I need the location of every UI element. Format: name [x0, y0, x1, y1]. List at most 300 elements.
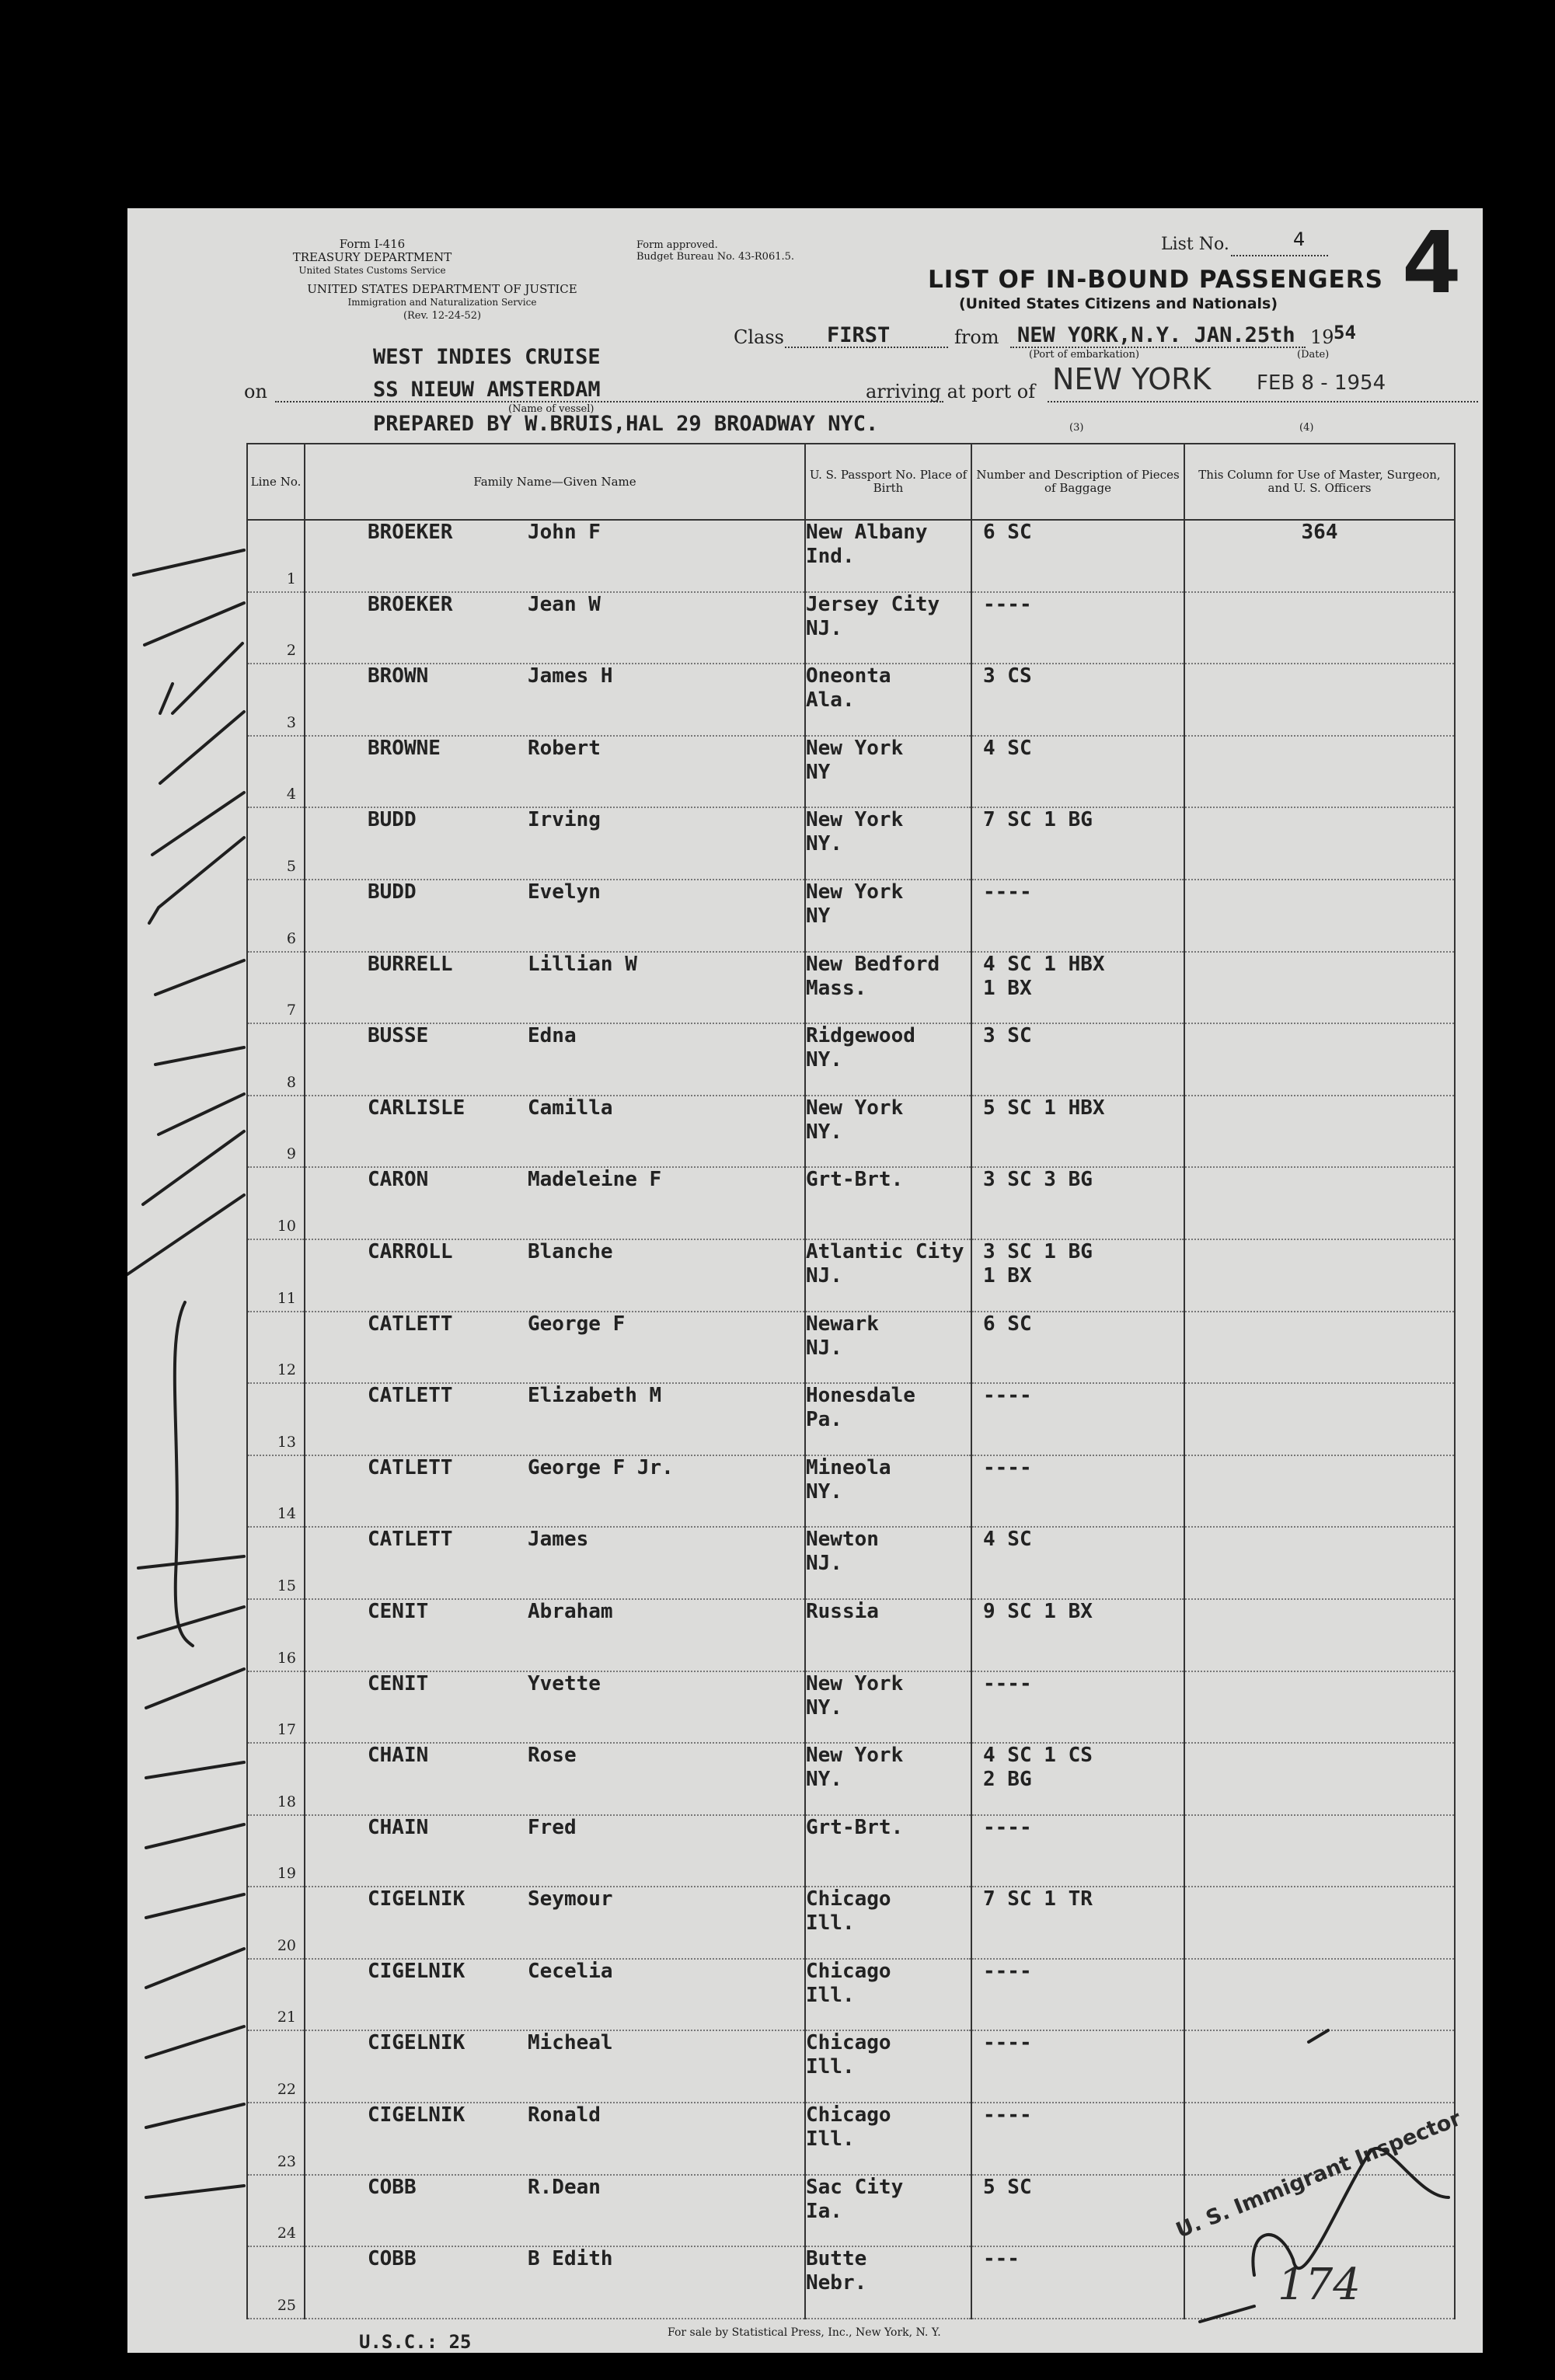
birth-place: New York: [806, 1671, 904, 1695]
family-name: BROEKER: [368, 521, 453, 544]
approval-block: [636, 239, 794, 263]
official-use-cell: [1184, 1096, 1455, 1168]
passenger-name-cell: [305, 1455, 805, 1528]
baggage-line-1: ----: [983, 1671, 1032, 1695]
ins-service: Immigration and Naturalization Service: [347, 297, 537, 308]
baggage-line-1: ---: [983, 2247, 1020, 2271]
family-name: CATLETT: [368, 1528, 453, 1552]
line-number: 4: [247, 736, 305, 808]
passenger-name-cell: [305, 1743, 805, 1815]
line-number: 14: [247, 1455, 305, 1528]
table-row: [247, 807, 1455, 880]
line-number: 24: [247, 2175, 305, 2247]
birth-place: New York: [806, 808, 904, 832]
official-use-cell: [1184, 952, 1455, 1024]
baggage-line-1: 7 SC 1 TR: [983, 1887, 1093, 1911]
birth-place: Ridgewood: [806, 1024, 915, 1048]
given-name: Yvette: [528, 1671, 601, 1695]
line-number: 18: [247, 1743, 305, 1815]
baggage-line-1: 4 SC 1 HBX: [983, 952, 1105, 976]
place-of-birth-cell: [805, 1599, 971, 1671]
birth-place: Oneonta: [806, 664, 891, 688]
list-no-label: List No.: [1161, 235, 1229, 254]
place-of-birth-cell: [805, 2246, 971, 2319]
family-name: BUSSE: [368, 1024, 429, 1048]
given-name: Edna: [528, 1024, 577, 1048]
birth-state: Ind.: [806, 545, 855, 568]
baggage-line-1: ----: [983, 2103, 1032, 2127]
birth-place: Butte: [806, 2247, 867, 2271]
birth-state: NY: [806, 760, 831, 784]
on-label: on: [244, 381, 267, 402]
birth-place: Newark: [806, 1312, 879, 1336]
place-of-birth-cell: [805, 952, 971, 1024]
family-name: CENIT: [368, 1599, 429, 1623]
official-use-cell: [1184, 880, 1455, 952]
birth-state: NY.: [806, 1120, 842, 1144]
baggage-line-1: ----: [983, 880, 1032, 904]
baggage-cell: [971, 520, 1184, 592]
baggage-line-2: 1 BX: [983, 1263, 1032, 1288]
table-row: [247, 736, 1455, 808]
col4-caption: (4): [1299, 422, 1314, 434]
place-of-birth-cell: [805, 1239, 971, 1312]
line-number: 25: [247, 2246, 305, 2319]
official-use-cell: [1184, 1312, 1455, 1384]
table-row: [247, 2030, 1455, 2103]
baggage-line-1: 6 SC: [983, 521, 1032, 544]
baggage-cell: [971, 1527, 1184, 1599]
birth-place: New York: [806, 736, 904, 760]
official-use-cell: [1184, 1383, 1455, 1455]
vessel-name: SS NIEUW AMSTERDAM: [373, 378, 601, 402]
family-name: CATLETT: [368, 1312, 453, 1336]
table-row: [247, 1959, 1455, 2031]
given-name: Cecelia: [528, 1959, 613, 1983]
table-row: [247, 1239, 1455, 1312]
revision-date: (Rev. 12-24-52): [403, 310, 482, 322]
line-number: 13: [247, 1383, 305, 1455]
table-row: [247, 1599, 1455, 1671]
arrival-date-stamp: FEB 8 - 1954: [1257, 371, 1386, 395]
family-name: CIGELNIK: [368, 1959, 465, 1983]
official-use-cell: [1184, 1599, 1455, 1671]
birth-place: Grt-Brt.: [806, 1168, 904, 1192]
birth-place: Newton: [806, 1528, 879, 1552]
line-number: 17: [247, 1671, 305, 1744]
line-number: 7: [247, 952, 305, 1024]
table-row: [247, 1455, 1455, 1528]
line-number: 11: [247, 1239, 305, 1312]
baggage-line-1: 3 SC: [983, 1024, 1032, 1048]
given-name: Lillian W: [528, 952, 637, 976]
official-use-cell: [1184, 1023, 1455, 1096]
inspector-stamp: U. S. Immigrant Inspector: [1173, 2106, 1465, 2243]
place-of-birth-cell: [805, 2175, 971, 2247]
official-use-cell: [1184, 1815, 1455, 1887]
table-row: [247, 2246, 1455, 2319]
birth-place: New Albany: [806, 521, 928, 544]
passenger-name-cell: [305, 807, 805, 880]
place-of-birth-cell: [805, 1671, 971, 1744]
birth-place: Chicago: [806, 2103, 891, 2127]
official-use-cell: [1184, 592, 1455, 664]
family-name: CENIT: [368, 1671, 429, 1695]
official-use-cell: 364: [1184, 520, 1455, 592]
usc-count: U.S.C.: 25: [359, 2331, 472, 2353]
official-use-cell: [1184, 736, 1455, 808]
family-name: BUDD: [368, 880, 417, 904]
baggage-line-1: 4 SC: [983, 1528, 1032, 1552]
passenger-name-cell: [305, 2246, 805, 2319]
family-name: CHAIN: [368, 1744, 429, 1768]
birth-state: NJ.: [806, 616, 842, 640]
given-name: B Edith: [528, 2247, 613, 2271]
birth-state: Ill.: [806, 2055, 855, 2079]
given-name: George F: [528, 1312, 626, 1336]
baggage-cell: [971, 1887, 1184, 1959]
birth-state: NJ.: [806, 1552, 842, 1576]
budget-bureau: Budget Bureau No. 43-R061.5.: [636, 251, 795, 263]
page-title: LIST OF IN-BOUND PASSENGERS: [928, 266, 1383, 294]
baggage-cell: [971, 952, 1184, 1024]
cruise-name: WEST INDIES CRUISE: [373, 345, 601, 369]
family-name: BROEKER: [368, 592, 453, 616]
official-use-cell: [1184, 2030, 1455, 2103]
official-use-cell: [1184, 1671, 1455, 1744]
official-use-cell: [1184, 1743, 1455, 1815]
list-no-value: 4: [1293, 228, 1306, 250]
line-number: 9: [247, 1096, 305, 1168]
place-of-birth-cell: [805, 1455, 971, 1528]
place-of-birth-cell: [805, 1743, 971, 1815]
family-name: CATLETT: [368, 1384, 453, 1408]
birth-state: Ia.: [806, 2199, 842, 2223]
table-row: [247, 664, 1455, 736]
baggage-line-1: ----: [983, 1384, 1032, 1408]
place-of-birth-cell: [805, 1023, 971, 1096]
baggage-cell: [971, 1455, 1184, 1528]
family-name: CATLETT: [368, 1455, 453, 1479]
family-name: CIGELNIK: [368, 2031, 465, 2055]
given-name: Abraham: [528, 1599, 613, 1623]
header-line-no: Line No.: [247, 444, 305, 520]
baggage-cell: [971, 2175, 1184, 2247]
baggage-cell: [971, 1671, 1184, 1744]
baggage-cell: [971, 1743, 1184, 1815]
baggage-line-1: 6 SC: [983, 1312, 1032, 1336]
family-name: BROWN: [368, 664, 429, 688]
page-subtitle: (United States Citizens and Nationals): [959, 295, 1278, 312]
baggage-line-1: 3 SC 3 BG: [983, 1168, 1093, 1192]
table-row: [247, 1887, 1455, 1959]
passenger-name-cell: [305, 1959, 805, 2031]
birth-state: NY.: [806, 832, 842, 856]
place-of-birth-cell: [805, 1096, 971, 1168]
line-number: 3: [247, 664, 305, 736]
place-of-birth-cell: [805, 664, 971, 736]
treasury-dept: TREASURY DEPARTMENT: [292, 250, 452, 264]
given-name: Micheal: [528, 2031, 613, 2055]
form-approved: Form approved.: [636, 239, 718, 251]
passenger-name-cell: [305, 880, 805, 952]
table-row: [247, 1671, 1455, 1744]
passenger-name-cell: [305, 1815, 805, 1887]
table-row: [247, 1527, 1455, 1599]
table-row: [247, 1743, 1455, 1815]
justice-dept: UNITED STATES DEPARTMENT OF JUSTICE: [307, 282, 577, 296]
passenger-name-cell: [305, 1239, 805, 1312]
place-of-birth-cell: [805, 1959, 971, 2031]
passenger-name-cell: [305, 592, 805, 664]
family-name: BUDD: [368, 808, 417, 832]
given-name: Blanche: [528, 1239, 613, 1263]
table-row: [247, 1383, 1455, 1455]
given-name: Rose: [528, 1744, 577, 1768]
official-use-cell: [1184, 1959, 1455, 2031]
birth-state: NY: [806, 904, 831, 928]
family-name: CIGELNIK: [368, 2103, 465, 2127]
birth-place: Jersey City: [806, 592, 940, 616]
baggage-cell: [971, 1599, 1184, 1671]
birth-place: Grt-Brt.: [806, 1815, 904, 1839]
birth-place: New Bedford: [806, 952, 940, 976]
birth-state: NJ.: [806, 1336, 842, 1360]
baggage-line-1: 4 SC: [983, 736, 1032, 760]
baggage-cell: [971, 1959, 1184, 2031]
place-of-birth-cell: [805, 2103, 971, 2175]
table-row: [247, 520, 1455, 592]
birth-state: Mass.: [806, 976, 867, 1000]
baggage-line-1: 4 SC 1 CS: [983, 1744, 1093, 1768]
given-name: Madeleine F: [528, 1168, 662, 1192]
birth-place: Russia: [806, 1599, 879, 1623]
birth-state: NJ.: [806, 1263, 842, 1288]
place-of-birth-cell: [805, 1383, 971, 1455]
baggage-cell: [971, 880, 1184, 952]
place-of-birth-cell: [805, 2030, 971, 2103]
prepared-by: PREPARED BY W.BRUIS,HAL 29 BROADWAY NYC.: [373, 412, 879, 436]
birth-state: NY.: [806, 1048, 842, 1072]
port-embark-caption: (Port of embarkation): [1029, 349, 1140, 361]
baggage-line-1: ----: [983, 1815, 1032, 1839]
inspector-number: 174: [1278, 2260, 1361, 2310]
place-of-birth-cell: [805, 1312, 971, 1384]
passenger-name-cell: [305, 736, 805, 808]
line-number: 12: [247, 1312, 305, 1384]
given-name: James H: [528, 664, 613, 688]
baggage-cell: [971, 807, 1184, 880]
baggage-line-1: ----: [983, 1455, 1032, 1479]
header-name: Family Name—Given Name: [305, 444, 805, 520]
baggage-cell: [971, 736, 1184, 808]
passenger-name-cell: [305, 2175, 805, 2247]
baggage-cell: [971, 2103, 1184, 2175]
baggage-line-2: 1 BX: [983, 976, 1032, 1000]
birth-place: New York: [806, 1744, 904, 1768]
table-row: [247, 1096, 1455, 1168]
baggage-line-1: ----: [983, 1959, 1032, 1983]
baggage-line-1: 7 SC 1 BG: [983, 808, 1093, 832]
agency-block: [283, 238, 462, 277]
given-name: James: [528, 1528, 589, 1552]
place-of-birth-cell: [805, 1527, 971, 1599]
passenger-name-cell: [305, 1887, 805, 1959]
place-of-birth-cell: [805, 807, 971, 880]
given-name: John F: [528, 521, 601, 544]
baggage-cell: [971, 1383, 1184, 1455]
class-value: FIRST: [827, 323, 891, 347]
big-list-number: 4: [1402, 213, 1462, 312]
passenger-name-cell: [305, 520, 805, 592]
birth-state: Ill.: [806, 1911, 855, 1936]
official-use-cell: [1184, 1239, 1455, 1312]
baggage-line-1: 3 CS: [983, 664, 1032, 688]
list-no-line: [1231, 255, 1328, 256]
table-header-row: [247, 444, 1455, 520]
birth-place: Chicago: [806, 1959, 891, 1983]
customs-service: United States Customs Service: [298, 265, 446, 276]
from-value: NEW YORK,N.Y. JAN.25th: [1017, 323, 1295, 347]
baggage-line-1: ----: [983, 592, 1032, 616]
passenger-name-cell: [305, 2103, 805, 2175]
passenger-name-cell: [305, 1527, 805, 1599]
passenger-name-cell: [305, 1167, 805, 1239]
date-caption: (Date): [1297, 349, 1330, 361]
line-number: 2: [247, 592, 305, 664]
table-row: [247, 1815, 1455, 1887]
birth-place: New York: [806, 1096, 904, 1120]
line-number: 6: [247, 880, 305, 952]
family-name: COBB: [368, 2175, 417, 2199]
baggage-cell: [971, 1023, 1184, 1096]
family-name: BURRELL: [368, 952, 453, 976]
baggage-cell: [971, 592, 1184, 664]
table-row: [247, 1312, 1455, 1384]
place-of-birth-cell: [805, 520, 971, 592]
baggage-cell: [971, 1815, 1184, 1887]
family-name: BROWNE: [368, 736, 441, 760]
given-name: Ronald: [528, 2103, 601, 2127]
passenger-name-cell: [305, 1096, 805, 1168]
table-row: [247, 1167, 1455, 1239]
birth-state: Pa.: [806, 1408, 842, 1432]
table-row: [247, 592, 1455, 664]
baggage-cell: [971, 1239, 1184, 1312]
birth-state: NY.: [806, 1695, 842, 1720]
passenger-name-cell: [305, 2030, 805, 2103]
birth-state: Ill.: [806, 2127, 855, 2152]
passenger-name-cell: [305, 1023, 805, 1096]
vessel-caption: (Name of vessel): [508, 403, 594, 415]
printer-credit: For sale by Statistical Press, Inc., New York, N. Y.: [668, 2326, 941, 2339]
baggage-line-1: 5 SC: [983, 2175, 1032, 2199]
table-row: [247, 880, 1455, 952]
header-baggage: Number and Description of Pieces of Baggage: [971, 444, 1184, 520]
birth-place: Sac City: [806, 2175, 904, 2199]
birth-place: Mineola: [806, 1455, 891, 1479]
line-number: 19: [247, 1815, 305, 1887]
line-number: 1: [247, 520, 305, 592]
passenger-name-cell: [305, 1671, 805, 1744]
place-of-birth-cell: [805, 1167, 971, 1239]
line-number: 20: [247, 1887, 305, 1959]
line-number: 15: [247, 1527, 305, 1599]
given-name: Irving: [528, 808, 601, 832]
birth-place: Chicago: [806, 1887, 891, 1911]
birth-state: NY.: [806, 1479, 842, 1504]
official-use-cell: [1184, 807, 1455, 880]
birth-place: Chicago: [806, 2031, 891, 2055]
baggage-line-1: 3 SC 1 BG: [983, 1239, 1093, 1263]
given-name: R.Dean: [528, 2175, 601, 2199]
baggage-cell: [971, 664, 1184, 736]
birth-place: Atlantic City: [806, 1239, 964, 1263]
form-number: Form I-416: [339, 237, 406, 251]
place-of-birth-cell: [805, 592, 971, 664]
year-value: 54: [1334, 322, 1356, 343]
baggage-line-1: ----: [983, 2031, 1032, 2055]
baggage-line-1: 5 SC 1 HBX: [983, 1096, 1105, 1120]
family-name: COBB: [368, 2247, 417, 2271]
place-of-birth-cell: [805, 1815, 971, 1887]
baggage-cell: [971, 1167, 1184, 1239]
line-number: 21: [247, 1959, 305, 2031]
given-name: Camilla: [528, 1096, 613, 1120]
family-name: CARROLL: [368, 1239, 453, 1263]
official-use-cell: [1184, 664, 1455, 736]
baggage-line-2: 2 BG: [983, 1768, 1032, 1792]
official-use-cell: [1184, 1455, 1455, 1528]
col3-caption: (3): [1069, 422, 1084, 434]
birth-place: New York: [806, 880, 904, 904]
family-name: CHAIN: [368, 1815, 429, 1839]
baggage-cell: [971, 2030, 1184, 2103]
passenger-list-page: [127, 208, 1483, 2353]
family-name: CARLISLE: [368, 1096, 465, 1120]
passenger-table: [246, 443, 1456, 2319]
given-name: Fred: [528, 1815, 577, 1839]
passenger-name-cell: [305, 952, 805, 1024]
line-number: 16: [247, 1599, 305, 1671]
family-name: CARON: [368, 1168, 429, 1192]
given-name: Evelyn: [528, 880, 601, 904]
passenger-name-cell: [305, 664, 805, 736]
line-number: 10: [247, 1167, 305, 1239]
baggage-cell: [971, 1312, 1184, 1384]
line-number: 23: [247, 2103, 305, 2175]
passenger-name-cell: [305, 1599, 805, 1671]
given-name: Seymour: [528, 1887, 613, 1911]
from-label: from: [954, 326, 999, 348]
baggage-cell: [971, 2246, 1184, 2319]
birth-state: NY.: [806, 1768, 842, 1792]
arrival-port-stamp: NEW YORK: [1052, 362, 1212, 396]
official-use-cell: [1184, 1887, 1455, 1959]
birth-state: Ala.: [806, 688, 855, 713]
arrival-line: [1048, 401, 1478, 402]
given-name: Elizabeth M: [528, 1384, 662, 1408]
official-use-cell: [1184, 1167, 1455, 1239]
table-row: [247, 952, 1455, 1024]
class-label: Class: [734, 326, 784, 348]
birth-state: Ill.: [806, 1983, 855, 2007]
table-row: [247, 2103, 1455, 2175]
justice-block: [267, 283, 617, 322]
birth-place: Honesdale: [806, 1384, 915, 1408]
family-name: CIGELNIK: [368, 1887, 465, 1911]
baggage-cell: [971, 1096, 1184, 1168]
